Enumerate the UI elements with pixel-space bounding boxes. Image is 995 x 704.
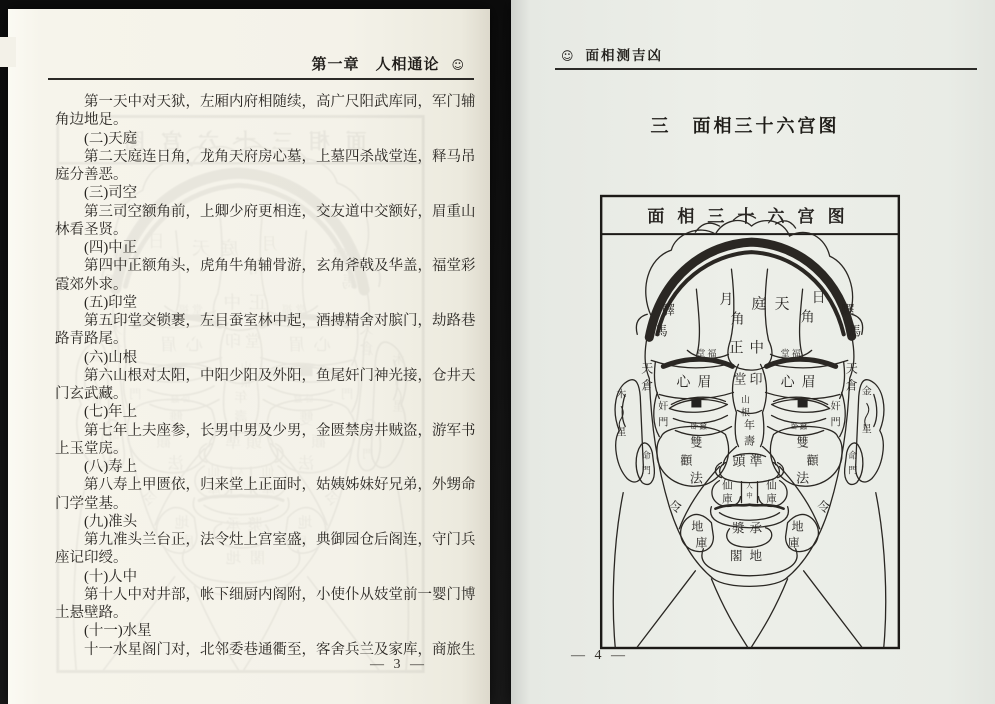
text-line: (七)年上 [55,404,138,421]
text-line: (十)人中 [55,568,138,585]
chapter-header: 第一章 人相通论 [311,57,440,73]
figure-title: 面相三十六宫图 [647,207,858,227]
text-line: 第八寿上甲匮依，归来堂上正面时，姑姨姊妹好兄弟，外甥命 [55,477,476,494]
label-jianmen-right: 奸門 [830,401,841,429]
label-mingmen-right: 命門 [848,450,858,476]
label-wocan-right: 卧蠶 [791,421,809,431]
text-line: (八)寿上 [55,459,138,475]
text-line: 第四中正额角头，虎角牛角辅骨游，玄角斧戟及华盖，福堂彩 [55,258,476,275]
header-rule [555,68,977,70]
body-text [55,93,475,659]
label-tiancang-left: 天倉 [641,361,654,393]
text-line: 霞郊外求。 [55,276,128,293]
text-line: 上玉堂庑。 [55,440,128,457]
text-line: 门玄武藏。 [55,386,128,402]
text-line: 第二天庭连日角，龙角天府房心墓，上墓四杀战堂连，释马吊 [55,148,476,165]
text-line: (六)山根 [55,349,138,366]
text-line: 第十人中对井部，帐下细厨内阁附，小使仆从妓堂前一婴门博 [55,586,476,603]
label-jianmen-left: 奸門 [658,401,669,429]
page-right [511,0,995,704]
label-mingmen-left: 命門 [641,450,651,476]
header-rule [48,78,474,80]
label-meixin-left: 心眉 [676,374,719,391]
label-xianku-right: 仙庫 [766,480,777,506]
label-tiancang-right: 天倉 [845,361,858,393]
text-line: 第一天中对天狱，左厢内府相随续，高广尺阳武库同，军门辅 [55,94,476,110]
label-shangen: 山根 [740,394,750,418]
text-line: 第五印堂交锁裹，左目蚕室林中起，酒搏精舍对膑门，劫路巷 [55,313,476,329]
label-diku-left: 地庫 [691,519,708,550]
label-faling-right: 法令 [796,470,831,515]
page-left [8,9,490,704]
label-dige: 閣地 [729,548,770,563]
label-chengjiang: 漿承 [731,521,768,536]
page-number: — 4 — [571,648,628,663]
right-page-header [561,44,663,64]
text-line: 庭分善恶。 [55,167,128,183]
text-line: 第七年上夫座参，长男中男及少男，金匮禁房井贼盗，游军书 [55,422,476,439]
label-yuejiao: 月角 [719,292,745,328]
text-line: 门学堂基。 [55,495,128,512]
section-title: 三 面相三十六宫图 [650,116,840,136]
face-diagram-group [601,196,899,648]
text-line: (四)中正 [55,240,138,256]
face-diagram-svg [599,194,901,650]
text-line: 第三司空额角前，上卿少府更相连，交友道中交额好，眉重山 [55,203,476,220]
ornament-icon: ☺ [451,58,465,72]
label-xianku-left: 仙庫 [722,480,733,506]
label-zhongzheng: 正中 [728,340,771,357]
text-line: 第六山根对太阳，中阳少阳及外阳，鱼尾奸门神光接，仓井天 [55,367,476,384]
face-diagram [599,194,901,650]
text-line: (九)准头 [55,513,138,530]
label-renzhong: 人中 [746,482,753,500]
label-wocan-left: 卧蠶 [690,421,708,431]
label-yintang: 堂印 [733,371,766,387]
text-line: (十一)水星 [55,623,152,640]
label-tianting: 庭天 [751,296,798,313]
scan-artifact [0,37,16,67]
running-head: 面相测吉凶 [585,48,664,63]
text-line: 林看圣贤。 [55,221,128,238]
page-number: — 3 — [370,657,427,672]
label-nianshou: 年壽 [743,419,756,448]
label-jinxing: 金星 [861,386,872,436]
label-yima-left: 驛馬 [654,302,675,339]
text-line: 座记印绶。 [55,550,128,567]
left-page-header [311,53,465,74]
label-diku-right: 地庫 [787,519,804,550]
text-line: 路青路尾。 [55,331,128,348]
label-faling-left: 法令 [668,470,703,515]
label-futang-right: 堂福 [780,348,803,359]
label-zhuntou: 頭準 [732,453,767,469]
label-shuangquan-left: 雙顴 [680,435,703,468]
label-meixin-right: 心眉 [780,374,823,391]
text-line: (三)司空 [55,185,138,202]
label-muxing: 木星 [616,389,627,439]
label-rijiao: 日角 [800,290,826,326]
label-futang-left: 堂福 [696,348,719,359]
text-line: 十一水星阁门对，北邻委巷通衢至，客舍兵兰及家库，商旅生 [55,641,476,658]
text-line: 第九准头兰台正，法令灶上宫室盛，典御园仓后阁连，守门兵 [55,532,476,548]
ornament-icon: ☺ [561,49,576,63]
label-shuangquan-right: 雙顴 [796,435,819,468]
text-line: (二)天庭 [55,130,138,147]
text-line: 土悬壁路。 [55,605,128,621]
label-yima-right: 驛馬 [841,302,862,339]
text-line: 角边地足。 [55,112,128,129]
text-line: (五)印堂 [55,294,138,311]
